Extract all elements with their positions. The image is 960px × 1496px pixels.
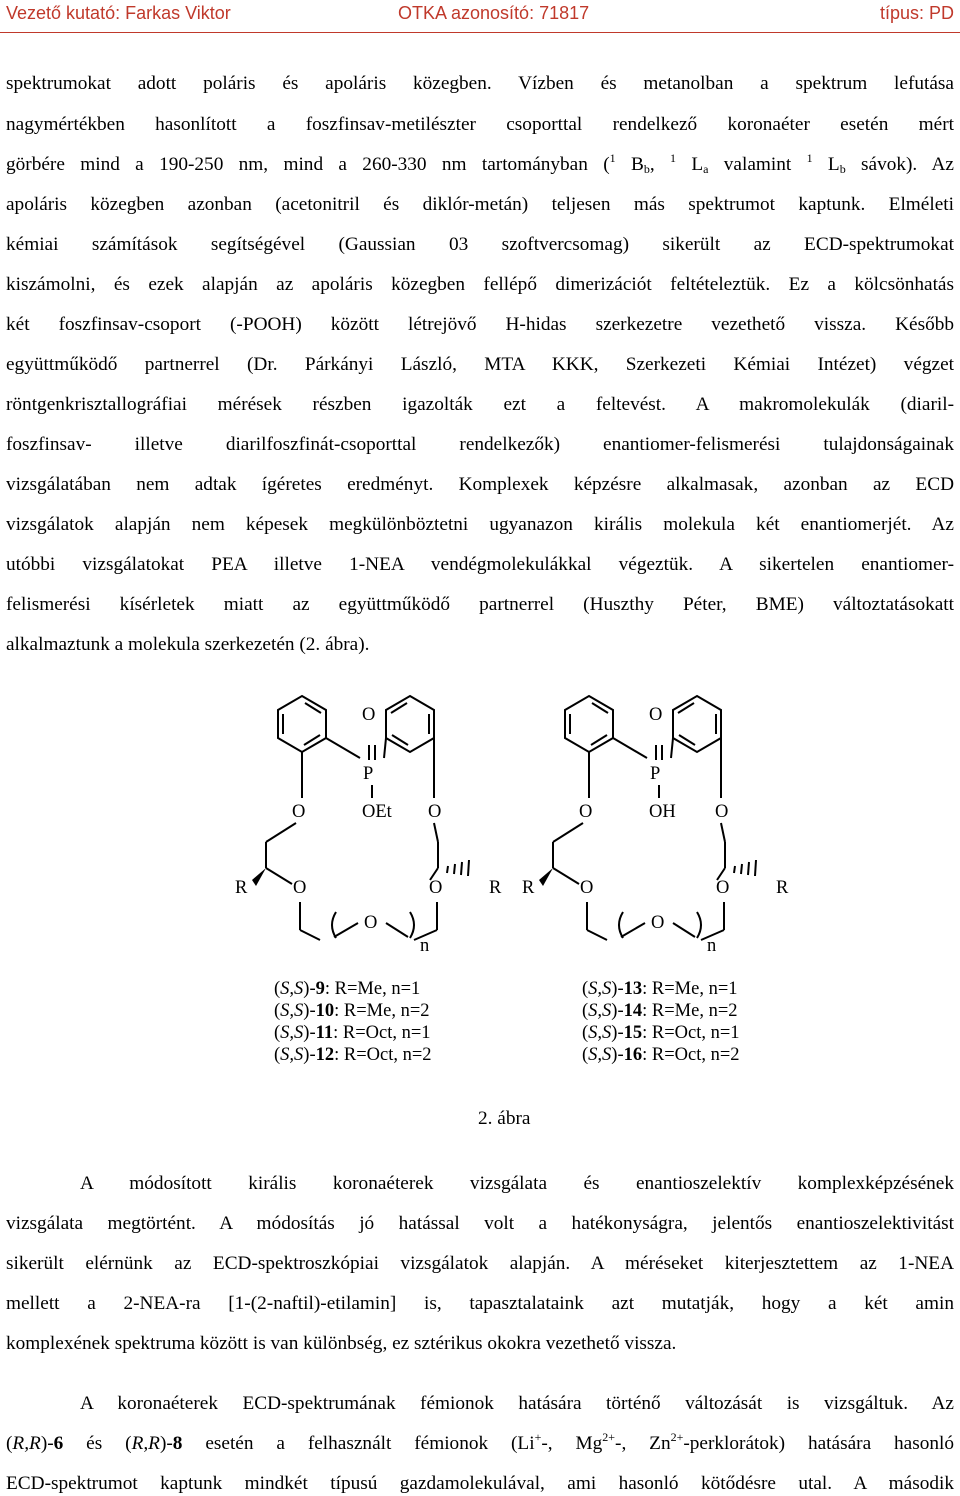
text-line: kémiai számítások segítségével (Gaussian 03 szoftvercsomag) sikerült az ECD-spektrumokat: [6, 234, 954, 255]
atom-o: O: [292, 802, 306, 822]
atom-p: P: [650, 764, 661, 784]
compound-label: (S,S)-9: R=Me, n=1: [274, 979, 421, 999]
chemical-structures-drawing: [0, 690, 960, 1110]
text-line: vizsgálata megtörtént. A módosítás jó hatással volt a hatékonyságra, jelentős enantioszelektivitást: [6, 1213, 954, 1234]
atom-r: R: [489, 878, 502, 898]
header-type: típus: PD: [879, 3, 954, 23]
text-line: spektrumokat adott poláris és apoláris közegben. Vízben és metanolban a spektrum lefutása: [6, 73, 954, 94]
text-line: görbére mind a 190-250 nm, mind a 260-330 nm tartományban ($^1$ $B_b$, $^1$ $L_a$ valamint $^1$ $L_b$ sávok). Az: [6, 151, 954, 176]
compound-label: (S,S)-12: R=Oct, n=2: [274, 1045, 432, 1065]
text-line: A koronaéterek ECD-spektrumának fémionok hatására történő változását is vizsgáltuk. Az: [80, 1393, 954, 1414]
atom-oet: OEt: [362, 802, 392, 822]
atom-o: O: [579, 802, 593, 822]
text-line: nagymértékben hasonlított a foszfinsav-metilészter csoporttal rendelkező koronaéter esetén mért: [6, 114, 954, 135]
atom-r: R: [776, 878, 789, 898]
figure-caption: 2. ábra: [478, 1108, 531, 1129]
atom-p: P: [363, 764, 374, 784]
compound-label: (S,S)-10: R=Me, n=2: [274, 1001, 430, 1021]
compound-list-right: [582, 978, 740, 1066]
compound-label: (S,S)-13: R=Me, n=1: [582, 979, 738, 999]
text-line: együttműködő partnerrel (Dr. Párkányi László, MTA KKK, Szerkezeti Kémiai Intézet) végzet: [6, 354, 954, 375]
compound-list-left: [274, 978, 432, 1066]
atom-o: O: [715, 802, 729, 822]
text-line: mellett a 2-NEA-ra [1-(2-naftil)-etilamin] is, tapasztalataink azt mutatják, hogy a két amin: [6, 1293, 954, 1314]
compound-label: (S,S)-14: R=Me, n=2: [582, 1001, 738, 1021]
text-line: vizsgálatában nem adtak ígéretes eredményt. Komplexek képzésre alkalmasak, azonban az ECD: [6, 474, 954, 495]
atom-o: O: [428, 802, 442, 822]
text-line: vizsgálatok alapján nem képesek megkülönböztetni ugyanazon királis molekula két enantiomerjét. Az: [6, 514, 954, 535]
header-researcher: Vezető kutató: Farkas Viktor: [6, 3, 231, 23]
text-line: A módosított királis koronaéterek vizsgálata és enantioszelektív komplexképzésének: [80, 1173, 954, 1194]
compound-label: (S,S)-11: R=Oct, n=1: [274, 1023, 431, 1043]
figure-2-structures: [0, 690, 960, 1110]
atom-o: O: [580, 878, 594, 898]
atom-o: O: [362, 705, 376, 725]
compound-label: (S,S)-16: R=Oct, n=2: [582, 1045, 740, 1065]
text-line: alkalmaztunk a molekula szerkezetén (2. ábra).: [6, 634, 370, 655]
atom-r: R: [235, 878, 248, 898]
atom-o: O: [429, 878, 443, 898]
text-line: sikerült elérnünk az ECD-spektroszkópiai vizsgálatok alapján. A méréseket kiterjesztettem az 1-NEA: [6, 1253, 954, 1274]
text-line: (R,R)-6 és (R,R)-8 esetén a felhasznált fémionok (Li+-, $Mg^{2+}-$, $Zn^{2+}-perklorátok$) hatására hasonló: [6, 1430, 954, 1454]
subscript-n: n: [420, 936, 430, 956]
atom-r: R: [522, 878, 535, 898]
text-line: komplexének spektruma között is van különbség, ez sztérikus okokra vezethető vissza.: [6, 1333, 677, 1354]
atom-o: O: [364, 913, 378, 933]
atom-oh: OH: [649, 802, 676, 822]
text-line: kiszámolni, és ezek alapján az apoláris közegben fellépő dimerizációt feltételeztük. Ez a kölcsönhatás: [6, 274, 954, 295]
text-line: apoláris közegben azonban (acetonitril és diklór-metán) teljesen más spektrumot kaptunk. Elméleti: [6, 194, 954, 215]
atom-o: O: [293, 878, 307, 898]
text-line: felismerési kísérletek miatt az együttműködő partnerrel (Huszthy Péter, BME) változtatásokatt: [6, 594, 954, 615]
compound-label: (S,S)-15: R=Oct, n=1: [582, 1023, 740, 1043]
subscript-n: n: [707, 936, 717, 956]
atom-o: O: [651, 913, 665, 933]
atom-o: O: [716, 878, 730, 898]
text-line: ECD-spektrumot kaptunk mindkét típusú gazdamolekulával, ami hasonló kötődésre utal. A második: [6, 1473, 954, 1494]
text-line: foszfinsav- illetve diarilfoszfinát-csoporttal rendelkezők) enantiomer-felismerési tulajdonságainak: [6, 434, 954, 455]
text-line: röntgenkrisztallográfiai mérések részben igazolták ezt a feltevést. A makromolekulák (diaril-: [6, 394, 954, 415]
atom-o: O: [649, 705, 663, 725]
text-line: két foszfinsav-csoport (-POOH) között létrejövő H-hidas szerkezetre vezethető vissza. Később: [6, 314, 954, 335]
page-header: [0, 0, 960, 33]
text-line: utóbbi vizsgálatokat PEA illetve 1-NEA vendégmolekulákkal végeztük. A sikertelen enantiomer-: [6, 554, 954, 575]
header-otka-id: OTKA azonosító: 71817: [398, 3, 590, 23]
